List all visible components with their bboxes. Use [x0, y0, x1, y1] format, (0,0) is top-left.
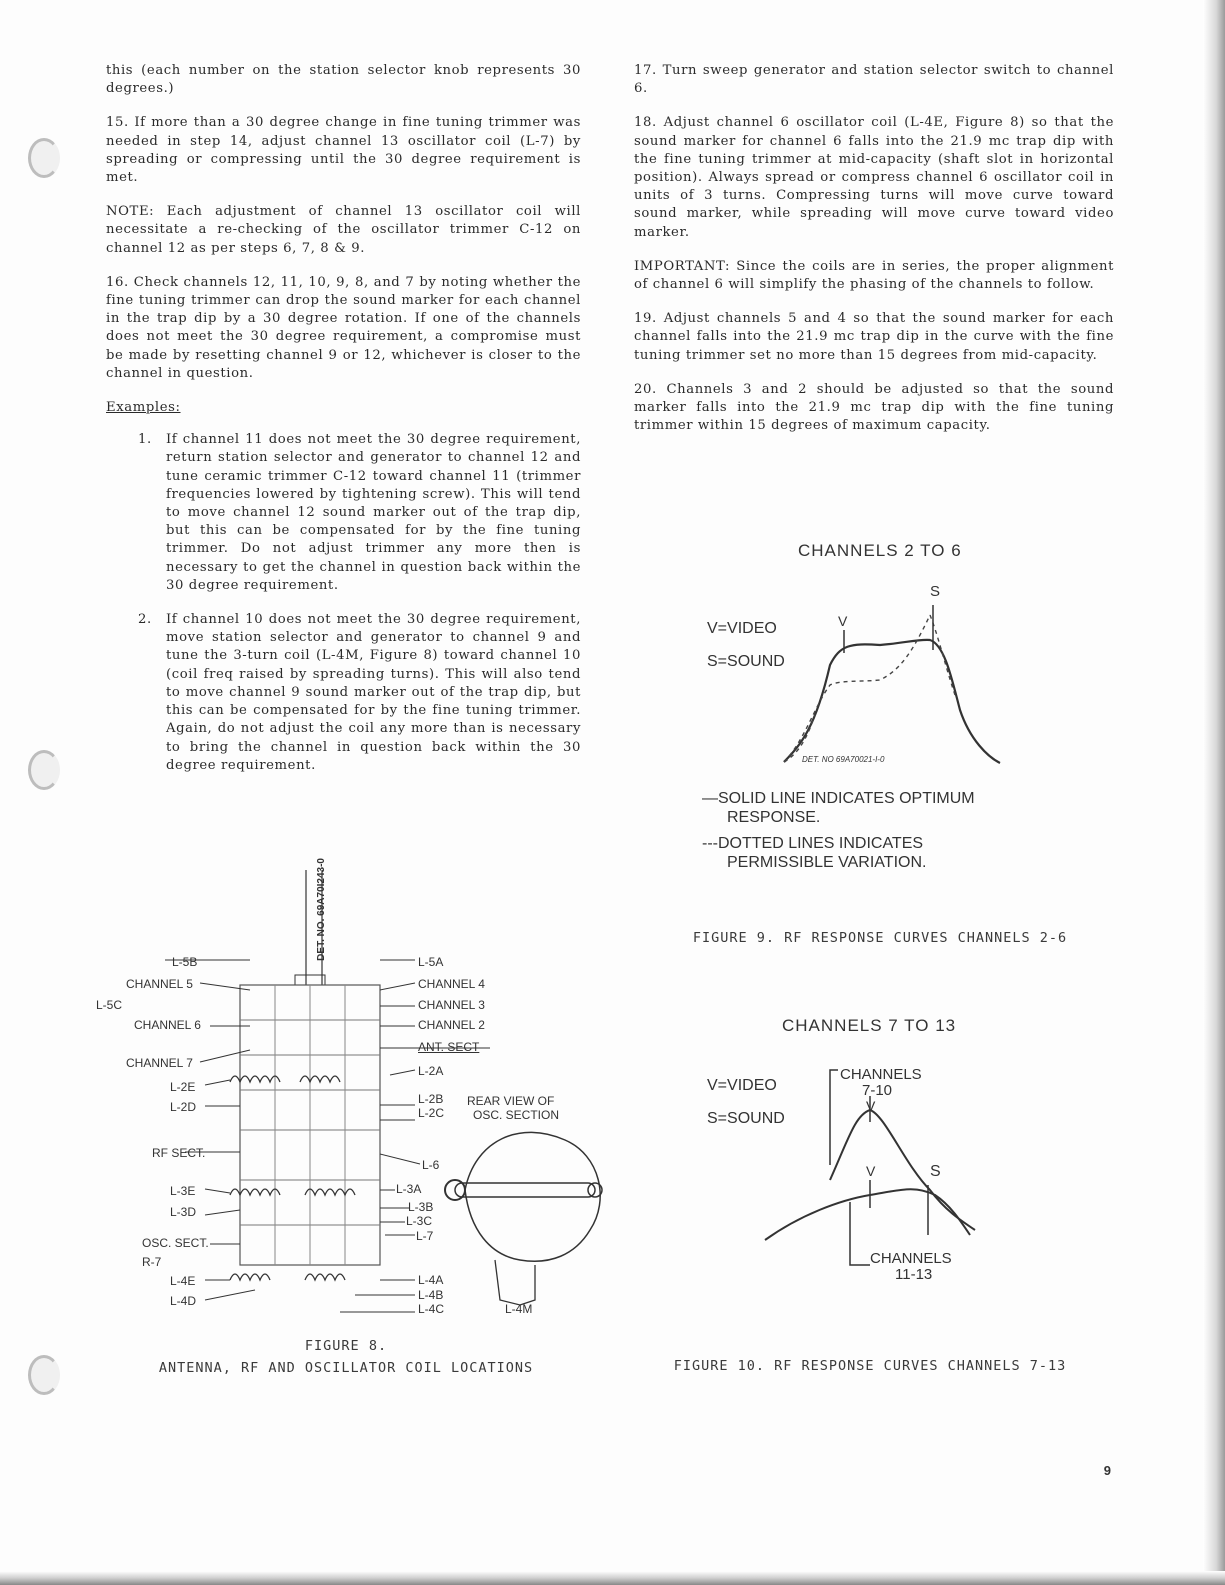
binder-hole	[28, 750, 60, 790]
example-2	[138, 611, 581, 775]
legend-video: V=VIDEO	[707, 1077, 777, 1094]
coil-label: L-5A	[418, 955, 444, 969]
step-19: 19. Adjust channels 5 and 4 so that the sound marker for each channel falls into the 21.9 mc trap dip in the curve with the fine tuning trimmer set no more than 15 degrees from mid-capacity.	[634, 311, 1114, 363]
legend-dotted-cont: PERMISSIBLE VARIATION.	[727, 854, 927, 871]
coil-label: L-3B	[408, 1200, 434, 1214]
legend-video: V=VIDEO	[707, 620, 777, 637]
coil-label: OSC. SECT.	[142, 1236, 209, 1250]
channels-label: CHANNELS	[870, 1250, 952, 1267]
figure-title: CHANNELS 2 TO 6	[798, 541, 962, 560]
coil-label: L-3A	[396, 1182, 422, 1196]
binder-hole	[28, 1355, 60, 1395]
figure-title: CHANNELS 7 TO 13	[782, 1016, 957, 1035]
video-marker-low: V	[866, 1163, 876, 1179]
figure-8	[90, 850, 630, 1350]
coil-label: CHANNEL 6	[134, 1018, 201, 1032]
example-number: 2.	[138, 612, 152, 628]
detail-number: DET. NO 69A70021-I-0	[802, 755, 885, 764]
page-edge-shadow	[1203, 0, 1225, 1585]
coil-label: CHANNEL 3	[418, 998, 485, 1012]
coil-label: L-5C	[96, 998, 123, 1012]
coil-label: CHANNEL 7	[126, 1056, 193, 1070]
sound-marker: S	[930, 1163, 941, 1180]
coil-label: RF SECT.	[152, 1146, 206, 1160]
step-18: 18. Adjust channel 6 oscillator coil (L-4E, Figure 8) so that the sound marker for channel 6 falls into the 21.9 mc trap dip with the fine tuning trimmer at mid-capacity (shaft slot in horizontal position). Always spread or compress channel 6 oscillator coil in units of 3 turns. Compressing turns will move curve toward sound marker, while spreading will move curve toward video marker.	[634, 115, 1114, 240]
coil-label: L-4M	[505, 1302, 533, 1316]
coil-label: CHANNEL 2	[418, 1018, 485, 1032]
paragraph: this (each number on the station selector knob represents 30 degrees.)	[106, 63, 581, 97]
binder-hole	[28, 138, 60, 178]
coil-label: L-4B	[418, 1288, 444, 1302]
coil-label: L-4D	[170, 1294, 197, 1308]
coil-label: L-2B	[418, 1092, 444, 1106]
page-bottom-shadow	[0, 1571, 1225, 1585]
coil-label: L-2E	[170, 1080, 196, 1094]
coil-label: L-3C	[406, 1214, 433, 1228]
step-16: 16. Check channels 12, 11, 10, 9, 8, and 7 by noting whether the fine tuning trimmer can drop the sound marker for each channel in the trap dip by a 30 degree rotation. If one of the channels does not meet the 30 degree requirement, a compromise must be made by resetting channel 9 or 12, whichever is closer to the channel in question.	[106, 274, 581, 381]
coil-label: CHANNEL 4	[418, 977, 485, 991]
example-1	[138, 431, 581, 595]
channels-range: 7-10	[862, 1082, 893, 1099]
coil-label: CHANNEL 5	[126, 977, 193, 991]
page-number: 9	[1103, 1463, 1111, 1478]
examples-heading: Examples:	[106, 400, 181, 416]
channels-range: 11-13	[895, 1266, 933, 1283]
rear-view-label: REAR VIEW OF	[467, 1094, 555, 1108]
sound-marker: S	[930, 583, 941, 600]
note: NOTE: Each adjustment of channel 13 oscillator coil will necessitate a re-checking of the oscillator trimmer C-12 on channel 12 as per steps 6, 7, 8 & 9.	[106, 204, 581, 256]
figure-9	[690, 535, 1110, 885]
left-column	[106, 62, 581, 791]
osc-section-label: OSC. SECTION	[473, 1108, 560, 1122]
coil-label: L-3E	[170, 1184, 196, 1198]
legend-sound: S=SOUND	[707, 653, 785, 670]
step-15: 15. If more than a 30 degree change in fine tuning trimmer was needed in step 14, adjust channel 13 oscillator coil (L-7) by spreading or compressing until the 30 degree requirement is met.	[106, 115, 581, 186]
channels-label: CHANNELS	[840, 1066, 922, 1083]
important-note: IMPORTANT: Since the coils are in series, the proper alignment of channel 6 will simplify the phasing of the channels to follow.	[634, 258, 1114, 293]
coil-label: L-5B	[172, 955, 198, 969]
coil-label: L-4A	[418, 1273, 444, 1287]
figure-9-caption: FIGURE 9. RF RESPONSE CURVES CHANNELS 2-6	[692, 930, 1068, 946]
legend-sound: S=SOUND	[707, 1110, 785, 1127]
coil-label: L-2C	[418, 1106, 445, 1120]
step-20: 20. Channels 3 and 2 should be adjusted so that the sound marker falls into the 21.9 mc trap dip with the fine tuning trimmer within 15 degrees of maximum capacity.	[634, 381, 1114, 434]
coil-label: L-7	[416, 1229, 434, 1243]
coil-label: R-7	[142, 1255, 162, 1269]
coil-label: L-6	[422, 1158, 440, 1172]
example-number: 1.	[138, 432, 152, 448]
figure-8-caption: FIGURE 8.	[304, 1338, 388, 1354]
step-17: 17. Turn sweep generator and station selector switch to channel 6.	[634, 63, 1114, 97]
example-text: If channel 10 does not meet the 30 degree requirement, move station selector and generator to channel 9 and tune the 3-turn coil (L-4M, Figure 8) toward channel 10 (coil freq raised by spreading turns). This will also tend to move channel 9 sound marker out of the trap dip, but this can be compensated for by the fine tuning trimmer. Again, do not adjust the coil any more than is necessary to bring the channel in question back within the 30 degree requirement.	[166, 612, 581, 773]
right-column	[634, 62, 1114, 451]
coil-label: L-2D	[170, 1100, 197, 1114]
figure-8-caption-sub: ANTENNA, RF AND OSCILLATOR COIL LOCATIONS	[158, 1360, 534, 1376]
legend-solid: —SOLID LINE INDICATES OPTIMUM	[702, 790, 975, 807]
legend-dotted: ---DOTTED LINES INDICATES	[702, 835, 924, 852]
coil-label: L-2A	[418, 1064, 444, 1078]
response-curve-2-6	[690, 535, 1110, 885]
video-marker: V	[866, 1098, 876, 1114]
figure-10-caption: FIGURE 10. RF RESPONSE CURVES CHANNELS 7-13	[673, 1358, 1067, 1374]
video-marker: V	[838, 613, 848, 629]
coil-label: ANT. SECT	[418, 1040, 480, 1054]
legend-solid-cont: RESPONSE.	[727, 809, 821, 826]
example-text: If channel 11 does not meet the 30 degree requirement, return station selector and generator to channel 12 and tune ceramic trimmer C-12 toward channel 11 (trimmer frequencies lowered by tightening screw). This will tend to move channel 12 sound marker out of the trap dip, but this can be compensated for by the fine tuning trimmer. Do not adjust trimmer any more then is necessary to get the channel in question back within the 30 degree requirement.	[166, 432, 581, 593]
coil-label: L-3D	[170, 1205, 197, 1219]
figure-10	[690, 1010, 1110, 1310]
detail-number: DET. NO. 69A70I243-0	[316, 858, 327, 961]
coil-label: L-4C	[418, 1302, 445, 1316]
coil-label: L-4E	[170, 1274, 196, 1288]
